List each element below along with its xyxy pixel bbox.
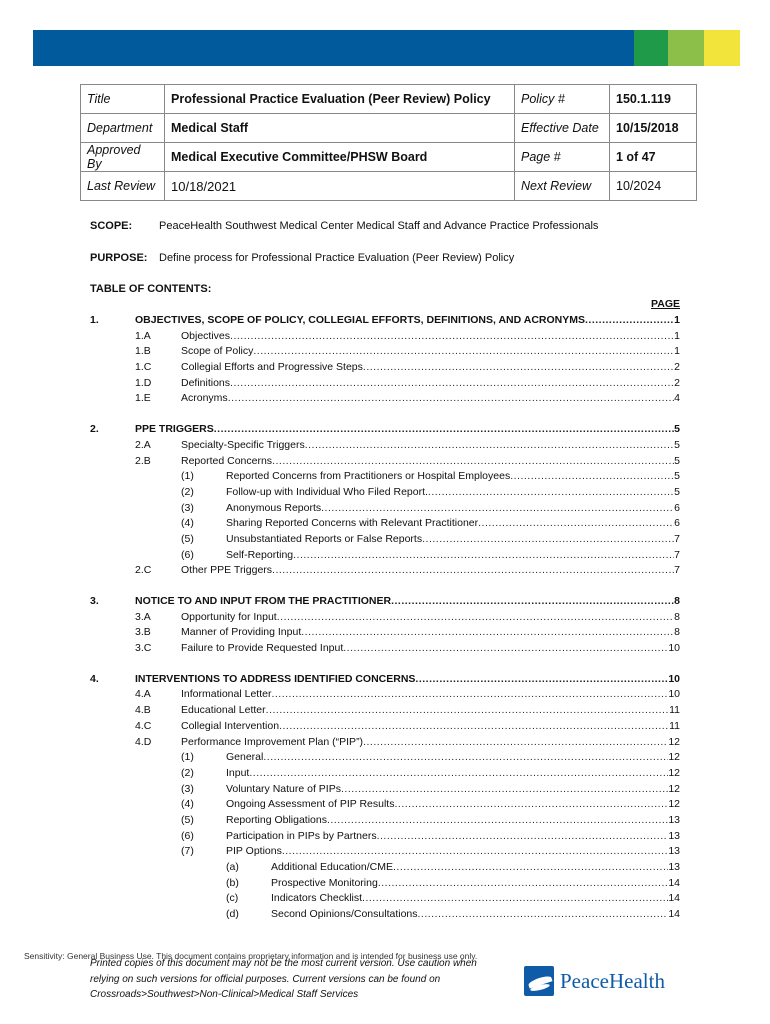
toc-entry-title: Specialty-Specific Triggers: [181, 438, 305, 451]
toc-entry: [90, 907, 680, 923]
toc-entry-page: 5: [674, 438, 680, 451]
toc-entry-title: Other PPE Triggers: [181, 564, 273, 577]
toc-entry-number: (6): [181, 829, 194, 842]
toc-entry: [90, 563, 680, 579]
toc-leader-dots: [272, 563, 674, 579]
toc-entry-title: Opportunity for Input: [181, 610, 277, 623]
toc-entry: [90, 469, 680, 485]
toc-entry-title: Self-Reporting: [226, 548, 294, 561]
sensitivity-label: Sensitivity: General Business Use. This document contains proprietary information and is intended for business use only.: [24, 951, 478, 961]
header-bar-blue: [33, 30, 634, 66]
header-label: Last Review: [81, 172, 165, 201]
header-label-2: Page #: [515, 143, 610, 172]
header-value-2: 1 of 47: [610, 143, 697, 172]
toc-entry-number: 3.A: [135, 610, 151, 623]
toc-entry-number: 2.C: [135, 564, 152, 577]
toc-entry-number: 3.: [90, 595, 99, 607]
toc-entry: [90, 687, 680, 703]
toc-leader-dots: [214, 422, 674, 438]
toc-leader-dots: [363, 735, 668, 751]
header-row: [81, 114, 697, 143]
toc-entry-title: PIP Options: [226, 845, 282, 858]
toc-entry-page: 5: [674, 454, 680, 467]
toc-entry: [90, 750, 680, 766]
toc-entry-title: Collegial Efforts and Progressive Steps: [181, 361, 363, 374]
toc-leader-dots: [263, 750, 668, 766]
header-value-2: 10/2024: [610, 172, 697, 201]
toc-leader-dots: [253, 344, 674, 360]
toc-leader-dots: [478, 516, 674, 532]
footer-note-line: Crossroads>Southwest>Non-Clinical>Medical Staff Services: [90, 989, 359, 1000]
toc-leader-dots: [510, 469, 674, 485]
toc-entry-title: OBJECTIVES, SCOPE OF POLICY, COLLEGIAL EFFORTS, DEFINITIONS, AND ACRONYMS: [135, 314, 585, 326]
toc-entry-title: Indicators Checklist: [271, 892, 363, 905]
toc-entry: [90, 766, 680, 782]
toc-entry-title: Scope of Policy: [181, 345, 254, 358]
toc-entry-page: 5: [674, 485, 680, 498]
toc-leader-dots: [293, 548, 674, 564]
toc-entry-page: 5: [674, 470, 680, 483]
toc-leader-dots: [279, 719, 669, 735]
toc-entry-page: 13: [668, 861, 680, 873]
toc-leader-dots: [341, 782, 668, 798]
toc-entry: [90, 829, 680, 845]
toc-entry-page: 10: [668, 688, 680, 701]
toc-entry-number: 3.C: [135, 642, 152, 655]
toc-entry-number: 1.E: [135, 392, 151, 405]
toc-entry: [90, 703, 680, 719]
toc-entry-page: 12: [668, 766, 680, 779]
toc-leader-dots: [415, 672, 668, 688]
toc-entry-number: (3): [181, 501, 194, 514]
purpose-line: [90, 252, 514, 264]
toc-entry-page: 10: [668, 642, 680, 655]
toc-entry-number: (4): [181, 798, 194, 811]
toc-entry: [90, 782, 680, 798]
toc-entry-page: 8: [674, 626, 680, 639]
header-bar-yellow: [704, 30, 740, 66]
header-value-2: 150.1.119: [610, 85, 697, 114]
toc-entry-title: Participation in PIPs by Partners: [226, 829, 377, 842]
scope-text: PeaceHealth Southwest Medical Center Medical Staff and Advance Practice Professionals: [159, 220, 599, 232]
header-label: Approved By: [81, 143, 165, 172]
toc-entry-page: 12: [668, 751, 680, 764]
toc-entry: [90, 438, 680, 454]
policy-header-table: [80, 84, 697, 201]
toc-entry-title: Acronyms: [181, 392, 228, 405]
header-color-bar: [33, 30, 740, 66]
toc-entry: [90, 501, 680, 517]
toc-entry-number: 4.B: [135, 704, 151, 717]
toc-entry-title: INTERVENTIONS TO ADDRESS IDENTIFIED CONCERNS: [135, 672, 416, 685]
toc-entry-title: Voluntary Nature of PIPs: [226, 782, 341, 795]
toc-entry-number: 1.A: [135, 329, 151, 342]
toc-leader-dots: [271, 687, 668, 703]
toc-entry-number: (5): [181, 813, 194, 826]
toc-entry-page: 10: [668, 672, 680, 685]
toc-section: [90, 594, 680, 657]
toc-entry: [90, 548, 680, 564]
toc-entry: [90, 719, 680, 735]
toc-entry-number: (1): [181, 751, 194, 764]
toc-entry-title: Sharing Reported Concerns with Relevant Practitioner: [226, 517, 479, 530]
toc-leader-dots: [363, 360, 674, 376]
toc-leader-dots: [393, 860, 668, 876]
toc-entry-number: 2.B: [135, 454, 151, 467]
toc-entry-number: 2.: [90, 423, 99, 436]
toc-entry-number: (2): [181, 766, 194, 779]
toc-entry-number: 4.D: [135, 735, 152, 748]
scope-line: [90, 220, 598, 232]
header-value: Medical Staff: [165, 114, 515, 143]
footer-note-line: relying on such versions for official purposes. Current versions can be found on: [90, 973, 441, 985]
toc-leader-dots: [228, 391, 674, 407]
scope-label: SCOPE:: [90, 220, 133, 232]
toc-entry-number: 2.A: [135, 438, 151, 451]
header-row: [81, 172, 697, 201]
toc-entry: [90, 360, 680, 376]
toc-entry: [90, 532, 680, 548]
toc-entry-title: Objectives: [181, 329, 231, 342]
toc-leader-dots: [378, 876, 669, 892]
toc-leader-dots: [282, 844, 668, 860]
toc-entry-page: 12: [668, 735, 680, 748]
toc-entry-page: 5: [674, 423, 680, 436]
header-label: Department: [81, 114, 165, 143]
toc-leader-dots: [585, 313, 674, 329]
toc-entry: [90, 454, 680, 470]
toc-entry-number: 4.A: [135, 688, 151, 701]
toc-entry-number: (2): [181, 485, 194, 498]
toc-leader-dots: [343, 641, 668, 657]
toc-entry-title: Definitions: [181, 376, 231, 389]
toc-entry-number: 1.: [90, 314, 99, 326]
toc-leader-dots: [428, 485, 674, 501]
toc-entry-title: General: [226, 751, 264, 764]
table-of-contents: [90, 298, 680, 938]
toc-entry-title: Educational Letter: [181, 704, 266, 717]
toc-entry-number: (6): [181, 548, 194, 561]
header-bar-green: [634, 30, 668, 66]
toc-entry: [90, 422, 680, 438]
toc-entry-title: Additional Education/CME: [271, 861, 393, 873]
toc-entry-page: 14: [668, 876, 680, 889]
toc-entry-page: 4: [674, 392, 680, 405]
toc-entry-page: 1: [674, 345, 680, 358]
toc-entry-number: 4.: [90, 672, 99, 685]
toc-entry: [90, 594, 680, 610]
toc-entry-number: (b): [226, 876, 239, 889]
toc-entry-number: (a): [226, 861, 239, 873]
toc-leader-dots: [305, 438, 674, 454]
peacehealth-logo: [524, 966, 665, 996]
toc-entry: [90, 844, 680, 860]
toc-entry-number: (7): [181, 845, 194, 858]
toc-entry-page: 12: [668, 782, 680, 795]
toc-entry-page: 14: [668, 892, 680, 905]
toc-entry: [90, 672, 680, 688]
toc-entry-page: 6: [674, 501, 680, 514]
header-label-2: Policy #: [515, 85, 610, 114]
header-label-2: Next Review: [515, 172, 610, 201]
footer-note-line: Printed copies of this document may not be the most current version. Use caution when: [90, 958, 477, 969]
toc-entry-number: 1.D: [135, 376, 152, 389]
toc-entry-page: 7: [674, 532, 680, 545]
toc-entry: [90, 485, 680, 501]
toc-title: TABLE OF CONTENTS:: [90, 283, 212, 295]
toc-entry: [90, 344, 680, 360]
header-value: 10/18/2021: [165, 172, 515, 201]
header-value: Medical Executive Committee/PHSW Board: [165, 143, 515, 172]
toc-entry-page: 1: [674, 314, 680, 326]
toc-entry-title: Reported Concerns from Practitioners or Hospital Employees: [226, 470, 511, 483]
toc-entry-number: (d): [226, 908, 239, 921]
toc-entry: [90, 516, 680, 532]
toc-entry-number: 1.C: [135, 361, 152, 374]
footer-note: [90, 956, 520, 1003]
toc-section: [90, 422, 680, 579]
toc-entry-title: Informational Letter: [181, 688, 272, 701]
toc-entry-page: 12: [668, 798, 680, 811]
toc-entry: [90, 391, 680, 407]
header-row: [81, 85, 697, 114]
toc-leader-dots: [377, 829, 669, 845]
toc-entry-number: 1.B: [135, 345, 151, 358]
toc-entry-number: (4): [181, 517, 194, 530]
toc-leader-dots: [362, 891, 668, 907]
toc-entry-title: Failure to Provide Requested Input: [181, 642, 344, 655]
toc-entry-page: 13: [668, 829, 680, 842]
toc-entry-title: Reported Concerns: [181, 454, 273, 467]
toc-entry: [90, 610, 680, 626]
toc-entry-page: 8: [674, 610, 680, 623]
toc-entry-number: (3): [181, 782, 194, 795]
toc-entry-title: Anonymous Reports: [226, 501, 322, 514]
toc-entry: [90, 329, 680, 345]
toc-entry: [90, 891, 680, 907]
toc-leader-dots: [422, 532, 674, 548]
peacehealth-logo-icon: [524, 966, 554, 996]
toc-entry-page: 11: [669, 704, 680, 717]
header-row: [81, 143, 697, 172]
toc-entry-number: (5): [181, 532, 194, 545]
toc-entry-title: Prospective Monitoring: [271, 876, 378, 889]
header-bar-light-green: [668, 30, 704, 66]
toc-entry-page: 7: [674, 548, 680, 561]
toc-section: [90, 672, 680, 923]
toc-entry-number: 4.C: [135, 719, 152, 732]
header-label-2: Effective Date: [515, 114, 610, 143]
toc-entry-page: 6: [674, 517, 680, 530]
toc-entry-title: Second Opinions/Consultations: [271, 908, 418, 921]
toc-entry-title: Performance Improvement Plan (“PIP”): [181, 735, 364, 748]
toc-entry: [90, 376, 680, 392]
toc-entry-page: 13: [668, 813, 680, 826]
purpose-label: PURPOSE:: [90, 252, 148, 264]
toc-entry: [90, 813, 680, 829]
toc-entry-page: 1: [674, 329, 680, 342]
toc-entry: [90, 313, 680, 329]
toc-leader-dots: [391, 594, 674, 610]
header-value-2: 10/15/2018: [610, 114, 697, 143]
toc-entry-number: 3.B: [135, 626, 151, 639]
toc-entry-title: PPE TRIGGERS: [135, 423, 214, 436]
header-value: Professional Practice Evaluation (Peer Review) Policy: [165, 85, 515, 114]
toc-entry-page: 14: [668, 908, 680, 921]
toc-entry-title: Reporting Obligations: [226, 813, 327, 826]
toc-leader-dots: [230, 329, 674, 345]
header-label: Title: [81, 85, 165, 114]
toc-section: [90, 313, 680, 407]
toc-entry: [90, 641, 680, 657]
toc-leader-dots: [266, 703, 669, 719]
toc-entry-page: 2: [674, 361, 680, 374]
toc-entry: [90, 797, 680, 813]
toc-entry-page: 2: [674, 376, 680, 389]
toc-entry-number: (1): [181, 470, 194, 483]
peacehealth-logo-text: PeaceHealth: [560, 968, 665, 993]
toc-leader-dots: [249, 766, 668, 782]
toc-entry-title: Collegial Intervention: [181, 719, 280, 732]
toc-leader-dots: [277, 610, 674, 626]
toc-entry-title: Input: [226, 766, 250, 779]
toc-entry: [90, 876, 680, 892]
toc-entry: [90, 625, 680, 641]
toc-entry-page: 7: [674, 564, 680, 577]
toc-leader-dots: [418, 907, 669, 923]
toc-entry-page: 13: [668, 845, 680, 858]
toc-leader-dots: [272, 454, 674, 470]
toc-leader-dots: [394, 797, 668, 813]
toc-entry-page: 8: [674, 595, 680, 607]
toc-entry-title: Manner of Providing Input: [181, 626, 302, 639]
toc-leader-dots: [230, 376, 674, 392]
toc-leader-dots: [301, 625, 674, 641]
toc-entry-title: NOTICE TO AND INPUT FROM THE PRACTITIONER: [135, 595, 392, 607]
toc-leader-dots: [327, 813, 668, 829]
toc-page-header: PAGE: [651, 298, 680, 310]
toc-entry: [90, 735, 680, 751]
purpose-text: Define process for Professional Practice Evaluation (Peer Review) Policy: [159, 252, 515, 264]
toc-entry-number: (c): [226, 892, 239, 905]
toc-entry-title: Unsubstantiated Reports or False Reports: [226, 532, 423, 545]
toc-entry: [90, 860, 680, 876]
toc-entry-title: Follow-up with Individual Who Filed Report.: [226, 485, 428, 498]
toc-leader-dots: [321, 501, 674, 517]
toc-entry-page: 11: [669, 719, 680, 732]
toc-entry-title: Ongoing Assessment of PIP Results: [226, 798, 395, 811]
